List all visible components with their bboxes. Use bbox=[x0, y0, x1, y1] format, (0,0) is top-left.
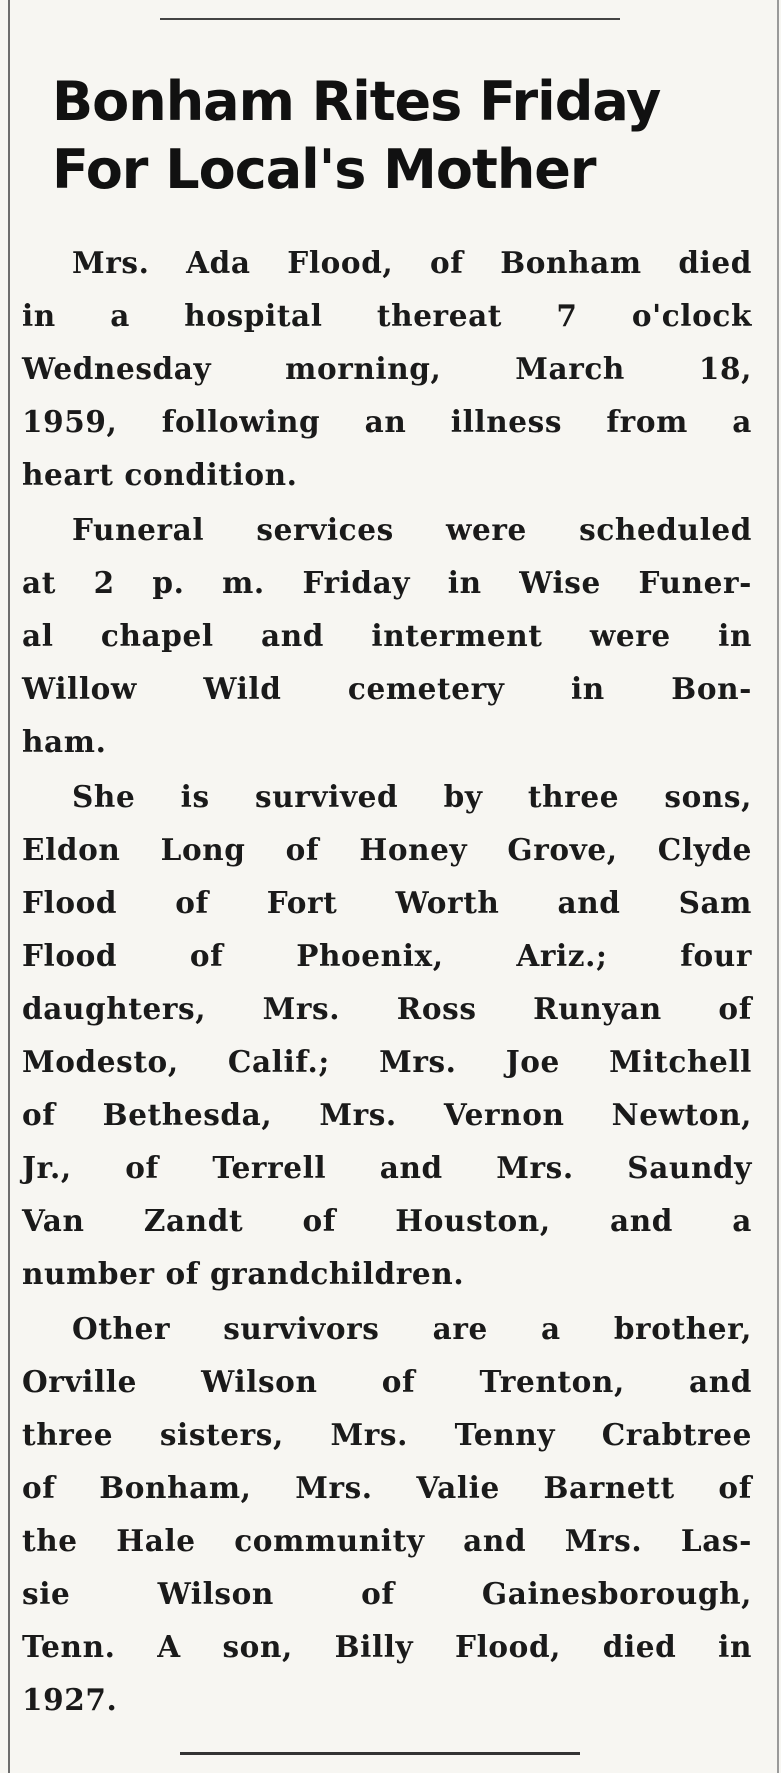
article-body bbox=[22, 236, 752, 1728]
text-line: at 2 p. m. Friday in Wise Funer- bbox=[22, 565, 752, 600]
text-line: daughters, Mrs. Ross Runyan of bbox=[22, 991, 752, 1026]
text-line: Tenn. A son, Billy Flood, died in bbox=[22, 1629, 752, 1664]
text-line: sie Wilson of Gainesborough, bbox=[22, 1576, 752, 1611]
column-rule-right bbox=[777, 0, 779, 1773]
text-line: Other survivors are a brother, bbox=[72, 1311, 752, 1346]
text-line: Orville Wilson of Trenton, and bbox=[22, 1364, 752, 1399]
headline-line-1: Bonham Rites Friday bbox=[52, 70, 661, 133]
text-line: Willow Wild cemetery in Bon- bbox=[22, 671, 752, 706]
headline-line-2: For Local's Mother bbox=[52, 138, 596, 201]
text-line: number of grandchildren. bbox=[22, 1256, 465, 1291]
text-line: Funeral services were scheduled bbox=[72, 512, 752, 547]
text-line: Eldon Long of Honey Grove, Clyde bbox=[22, 832, 752, 867]
text-line: She is survived by three sons, bbox=[72, 779, 752, 814]
text-line: the Hale community and Mrs. Las- bbox=[22, 1523, 752, 1558]
text-line: three sisters, Mrs. Tenny Crabtree bbox=[22, 1417, 752, 1452]
column-rule-left bbox=[8, 0, 10, 1773]
paragraph-other-survivors bbox=[22, 1302, 752, 1726]
headline bbox=[52, 68, 752, 204]
text-line: heart condition. bbox=[22, 457, 298, 492]
text-line: Jr., of Terrell and Mrs. Saundy bbox=[22, 1150, 752, 1185]
text-line: of Bethesda, Mrs. Vernon Newton, bbox=[22, 1097, 752, 1132]
top-separator-rule bbox=[160, 18, 620, 20]
text-line: Flood of Phoenix, Ariz.; four bbox=[22, 938, 752, 973]
paragraph-survived-by bbox=[22, 770, 752, 1300]
paragraph-funeral-services bbox=[22, 503, 752, 768]
text-line: in a hospital thereat 7 o'clock bbox=[22, 298, 752, 333]
text-line: al chapel and interment were in bbox=[22, 618, 752, 653]
text-line: Van Zandt of Houston, and a bbox=[22, 1203, 752, 1238]
text-line: 1927. bbox=[22, 1682, 118, 1717]
text-line: Mrs. Ada Flood, of Bonham died bbox=[72, 245, 752, 280]
text-line: Modesto, Calif.; Mrs. Joe Mitchell bbox=[22, 1044, 752, 1079]
text-line: 1959, following an illness from a bbox=[22, 404, 752, 439]
text-line: Flood of Fort Worth and Sam bbox=[22, 885, 752, 920]
text-line: of Bonham, Mrs. Valie Barnett of bbox=[22, 1470, 752, 1505]
text-line: Wednesday morning, March 18, bbox=[22, 351, 752, 386]
text-line: ham. bbox=[22, 724, 107, 759]
paragraph-death-notice bbox=[22, 236, 752, 501]
bottom-separator-rule bbox=[180, 1752, 580, 1755]
